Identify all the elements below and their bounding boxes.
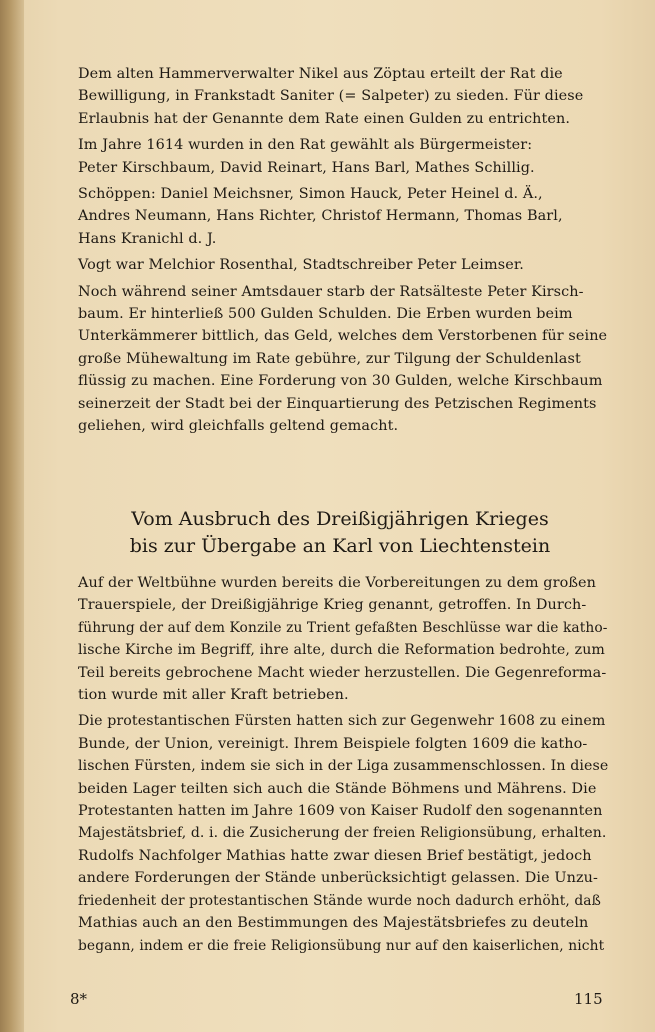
signature-mark: 8* <box>70 990 88 1008</box>
text-line: Unterkämmerer bittlich, das Geld, welches dem Verstorbenen für seine <box>78 328 608 345</box>
text-line: baum. Er hinterließ 500 Gulden Schulden. Die Erben wurden beim <box>78 306 573 323</box>
section-heading <box>100 506 580 560</box>
paragraph-hammerverwalter <box>78 63 608 130</box>
paragraph-union <box>78 710 608 956</box>
text-line: Vogt war Melchior Rosenthal, Stadtschreiber Peter Leimser. <box>78 257 524 274</box>
section-heading-line-2: bis zur Übergabe an Karl von Liechtenstein <box>129 535 551 557</box>
paragraph-buergermeister <box>78 134 608 179</box>
paragraph-kirschbaum <box>78 281 608 438</box>
text-line: andere Forderungen der Stände unberücksichtigt gelassen. Die Unzu- <box>78 870 598 887</box>
text-line: Dem alten Hammerverwalter Nikel aus Zöptau erteilt der Rat die <box>78 66 563 82</box>
text-line: große Mühewaltung im Rate gebühre, zur Tilgung der Schuldenlast <box>78 350 581 367</box>
text-line: geliehen, wird gleichfalls geltend gemacht. <box>78 418 399 435</box>
text-line: lische Kirche im Begriff, ihre alte, durch die Reformation bedrohte, zum <box>78 642 605 659</box>
text-line: Protestanten hatten im Jahre 1609 von Kaiser Rudolf den sogenannten <box>78 803 603 820</box>
text-line: Im Jahre 1614 wurden in den Rat gewählt als Bürgermeister: <box>78 137 533 154</box>
text-line: begann, indem er die freie Religionsübung nur auf den kaiserlichen, nicht <box>78 937 605 954</box>
bottom-text-block <box>78 572 608 961</box>
text-line: Hans Kranichl d. J. <box>78 230 217 247</box>
text-line: Erlaubnis hat der Genannte dem Rate einen Gulden zu entrichten. <box>78 110 571 127</box>
text-line: tion wurde mit aller Kraft betrieben. <box>78 687 349 704</box>
text-line: Die protestantischen Fürsten hatten sich zur Gegenwehr 1608 zu einem <box>78 713 606 730</box>
book-gutter <box>0 0 24 1032</box>
text-line: Majestätsbrief, d. i. die Zusicherung der freien Religionsübung, erhalten. <box>78 825 607 842</box>
text-line: führung der auf dem Konzile zu Trient gefaßten Beschlüsse war die katho- <box>78 619 608 636</box>
text-line: Noch während seiner Amtsdauer starb der Ratsälteste Peter Kirsch- <box>78 283 584 300</box>
text-line: lischen Fürsten, indem sie sich in der Liga zusammenschlossen. In diese <box>78 758 609 775</box>
paragraph-weltbuehne <box>78 572 608 706</box>
text-line: friedenheit der protestantischen Stände wurde noch dadurch erhöht, daß <box>78 892 601 909</box>
text-line: beiden Lager teilten sich auch die Stände Böhmens und Mährens. Die <box>78 780 597 797</box>
text-line: Teil bereits gebrochene Macht wieder herzustellen. Die Gegenreforma- <box>78 664 607 681</box>
paragraph-vogt <box>78 254 608 276</box>
text-line: Trauerspiele, der Dreißigjährige Krieg genannt, getroffen. In Durch- <box>78 597 587 614</box>
text-line: seinerzeit der Stadt bei der Einquartierung des Petzischen Regiments <box>78 395 597 412</box>
section-heading-line-1: Vom Ausbruch des Dreißigjährigen Krieges <box>131 508 549 530</box>
text-line: Rudolfs Nachfolger Mathias hatte zwar diesen Brief bestätigt, jedoch <box>78 847 592 864</box>
text-line: Andres Neumann, Hans Richter, Christof Hermann, Thomas Barl, <box>78 208 563 225</box>
text-line: Peter Kirschbaum, David Reinart, Hans Barl, Mathes Schillig. <box>78 159 535 176</box>
paragraph-schoeppen <box>78 183 608 250</box>
top-text-block <box>78 63 608 442</box>
text-line: Auf der Weltbühne wurden bereits die Vorbereitungen zu dem großen <box>78 575 597 591</box>
text-line: Bewilligung, in Frankstadt Saniter (= Salpeter) zu sieden. Für diese <box>78 88 584 105</box>
page-number: 115 <box>574 990 603 1008</box>
text-line: Schöppen: Daniel Meichsner, Simon Hauck, Peter Heinel d. Ä., <box>78 186 543 203</box>
text-line: Mathias auch an den Bestimmungen des Majestätsbriefes zu deuteln <box>78 915 589 932</box>
text-line: Bunde, der Union, vereinigt. Ihrem Beispiele folgten 1609 die katho- <box>78 735 588 752</box>
text-line: flüssig zu machen. Eine Forderung von 30 Gulden, welche Kirschbaum <box>78 373 603 390</box>
